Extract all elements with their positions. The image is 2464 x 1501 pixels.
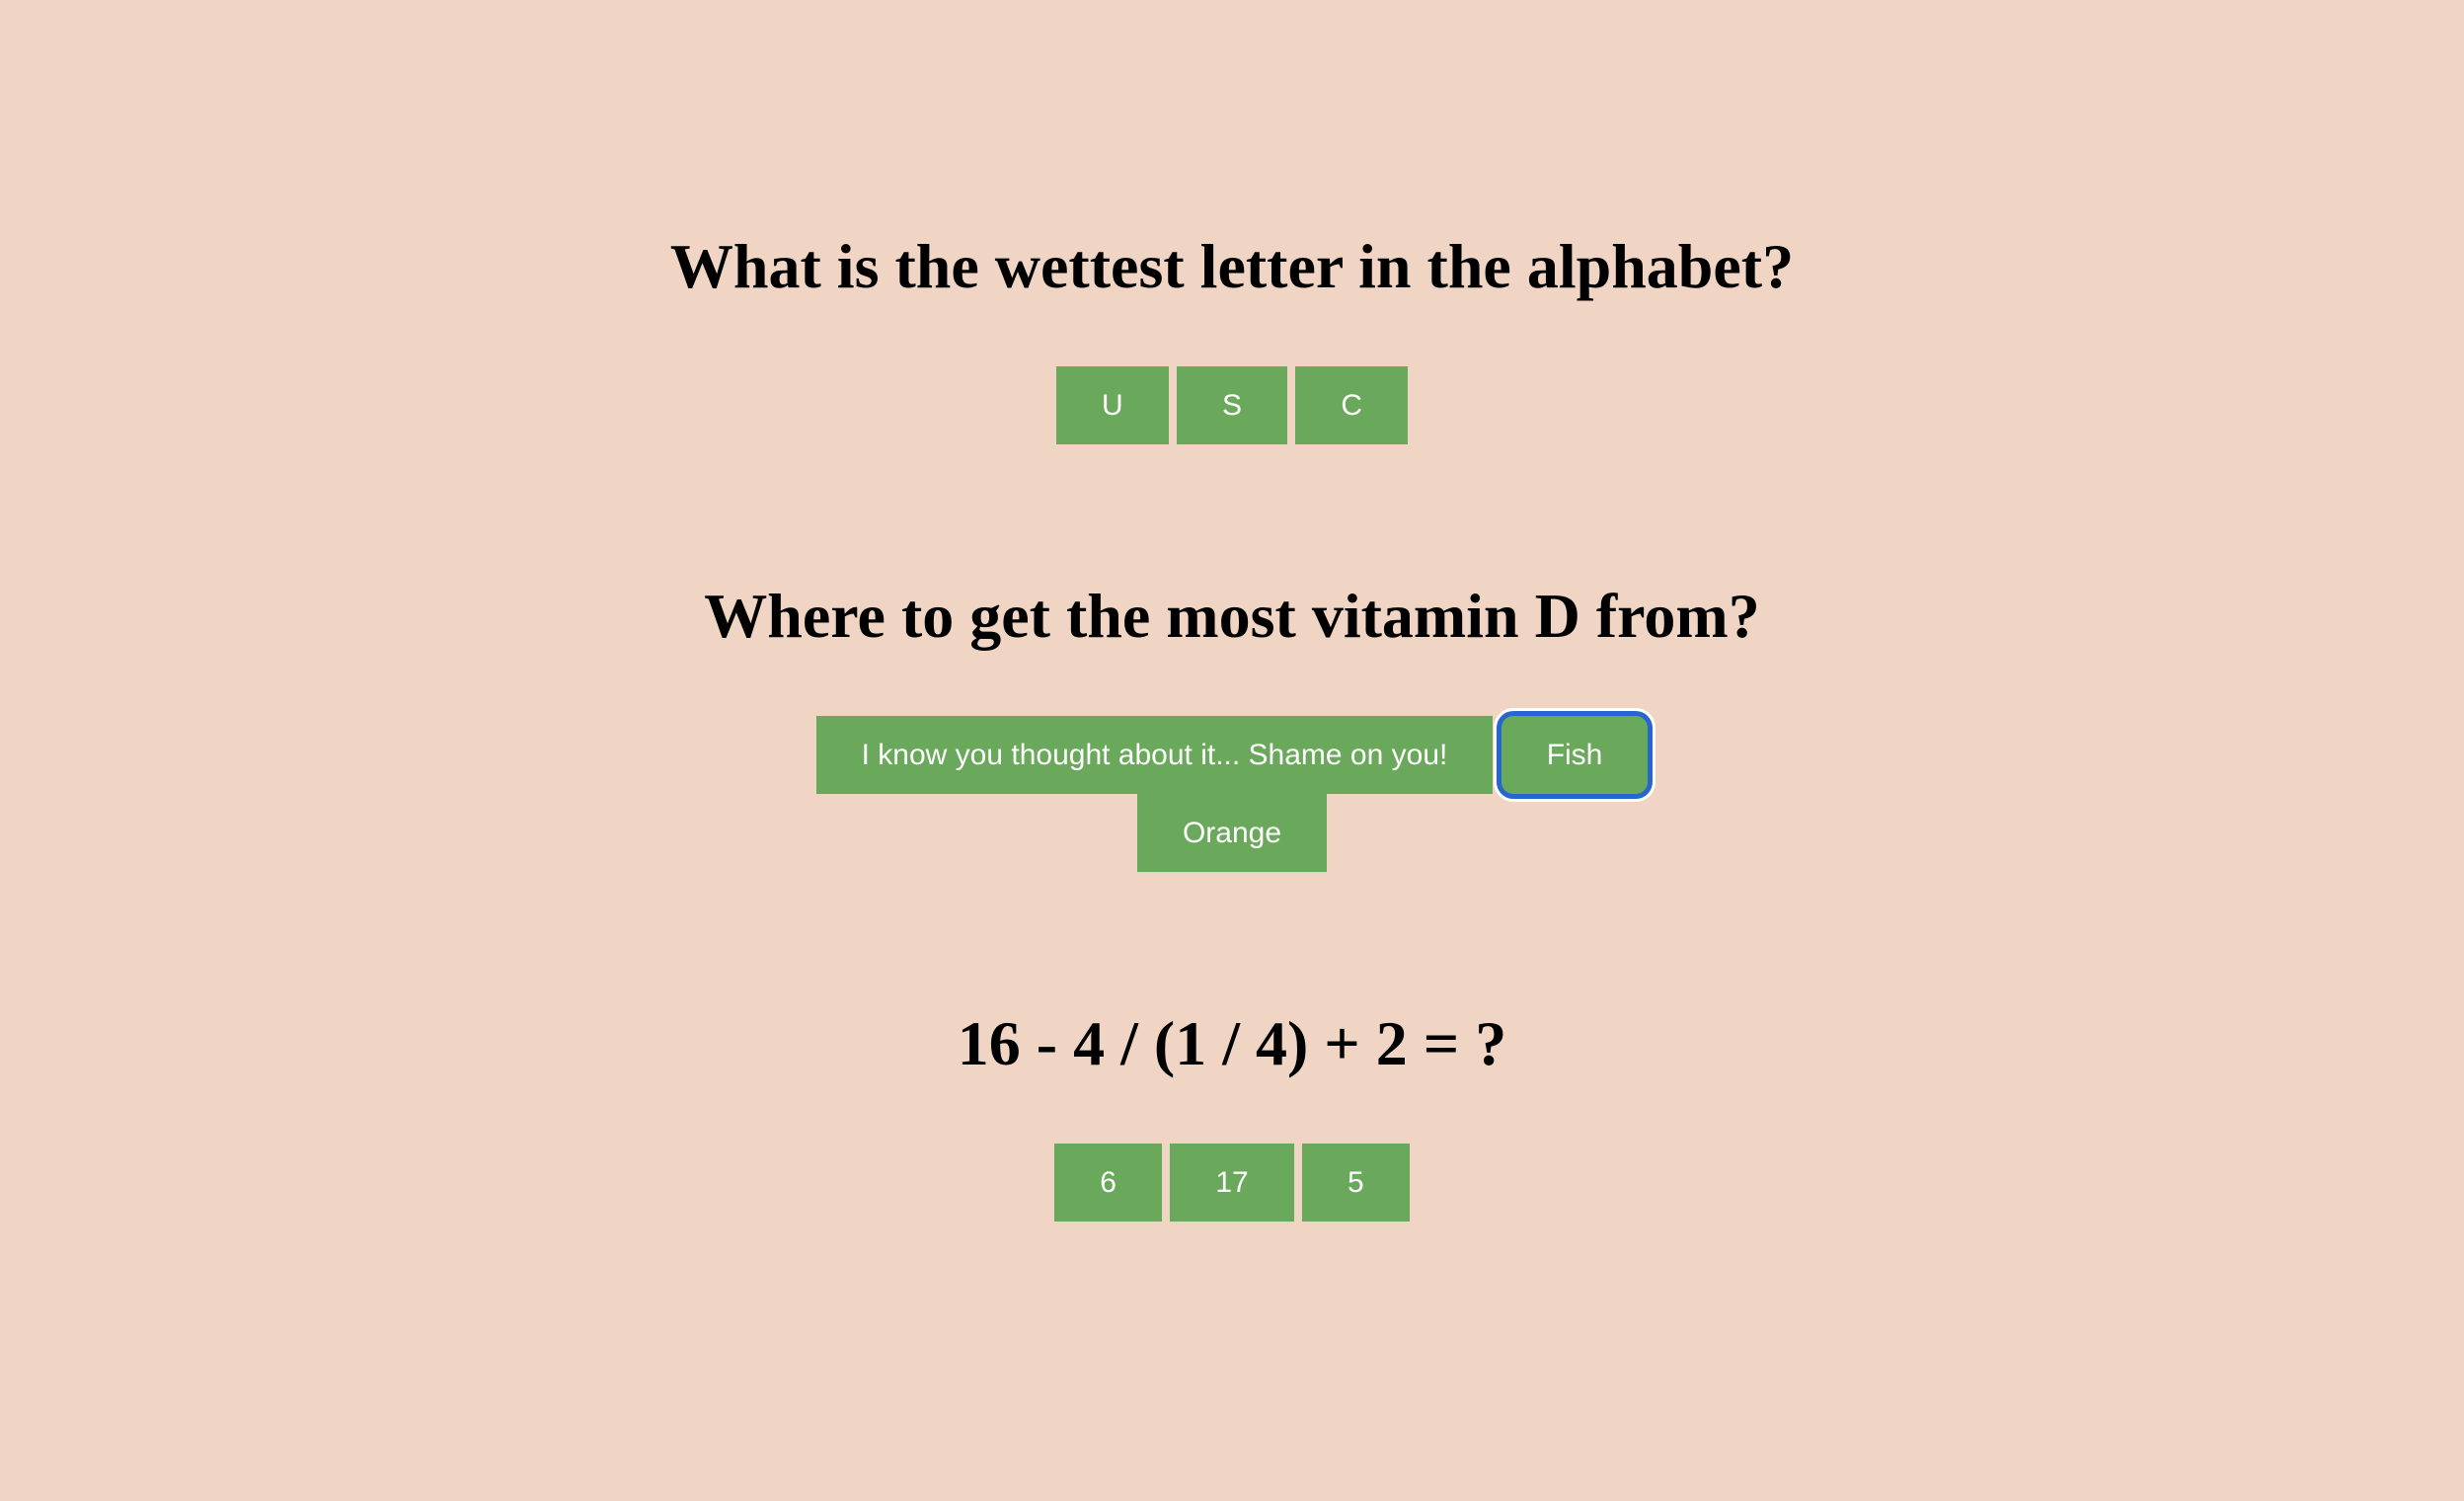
answers-row bbox=[778, 366, 1686, 444]
question-title: 16 - 4 / (1 / 4) + 2 = ? bbox=[957, 1008, 1507, 1078]
answers-row bbox=[778, 716, 1686, 872]
answer-button-s[interactable]: S bbox=[1177, 366, 1287, 444]
answers-row bbox=[778, 1144, 1686, 1222]
answer-button-6[interactable]: 6 bbox=[1054, 1144, 1162, 1222]
answer-button-17[interactable]: 17 bbox=[1170, 1144, 1293, 1222]
answer-button-5[interactable]: 5 bbox=[1302, 1144, 1410, 1222]
answer-button-fish[interactable]: Fish bbox=[1502, 716, 1649, 794]
question-block-math bbox=[0, 1007, 2464, 1222]
answer-button-u[interactable]: U bbox=[1056, 366, 1169, 444]
question-block-vitamin-d bbox=[0, 580, 2464, 872]
question-block-wettest-letter bbox=[0, 230, 2464, 444]
answer-button-shame[interactable]: I know you thought about it... Shame on you! bbox=[816, 716, 1494, 794]
question-title: Where to get the most vitamin D from? bbox=[704, 581, 1760, 651]
answer-button-c[interactable]: C bbox=[1295, 366, 1408, 444]
answer-button-orange[interactable]: Orange bbox=[1137, 794, 1327, 872]
question-title: What is the wettest letter in the alphabet? bbox=[669, 231, 1795, 301]
